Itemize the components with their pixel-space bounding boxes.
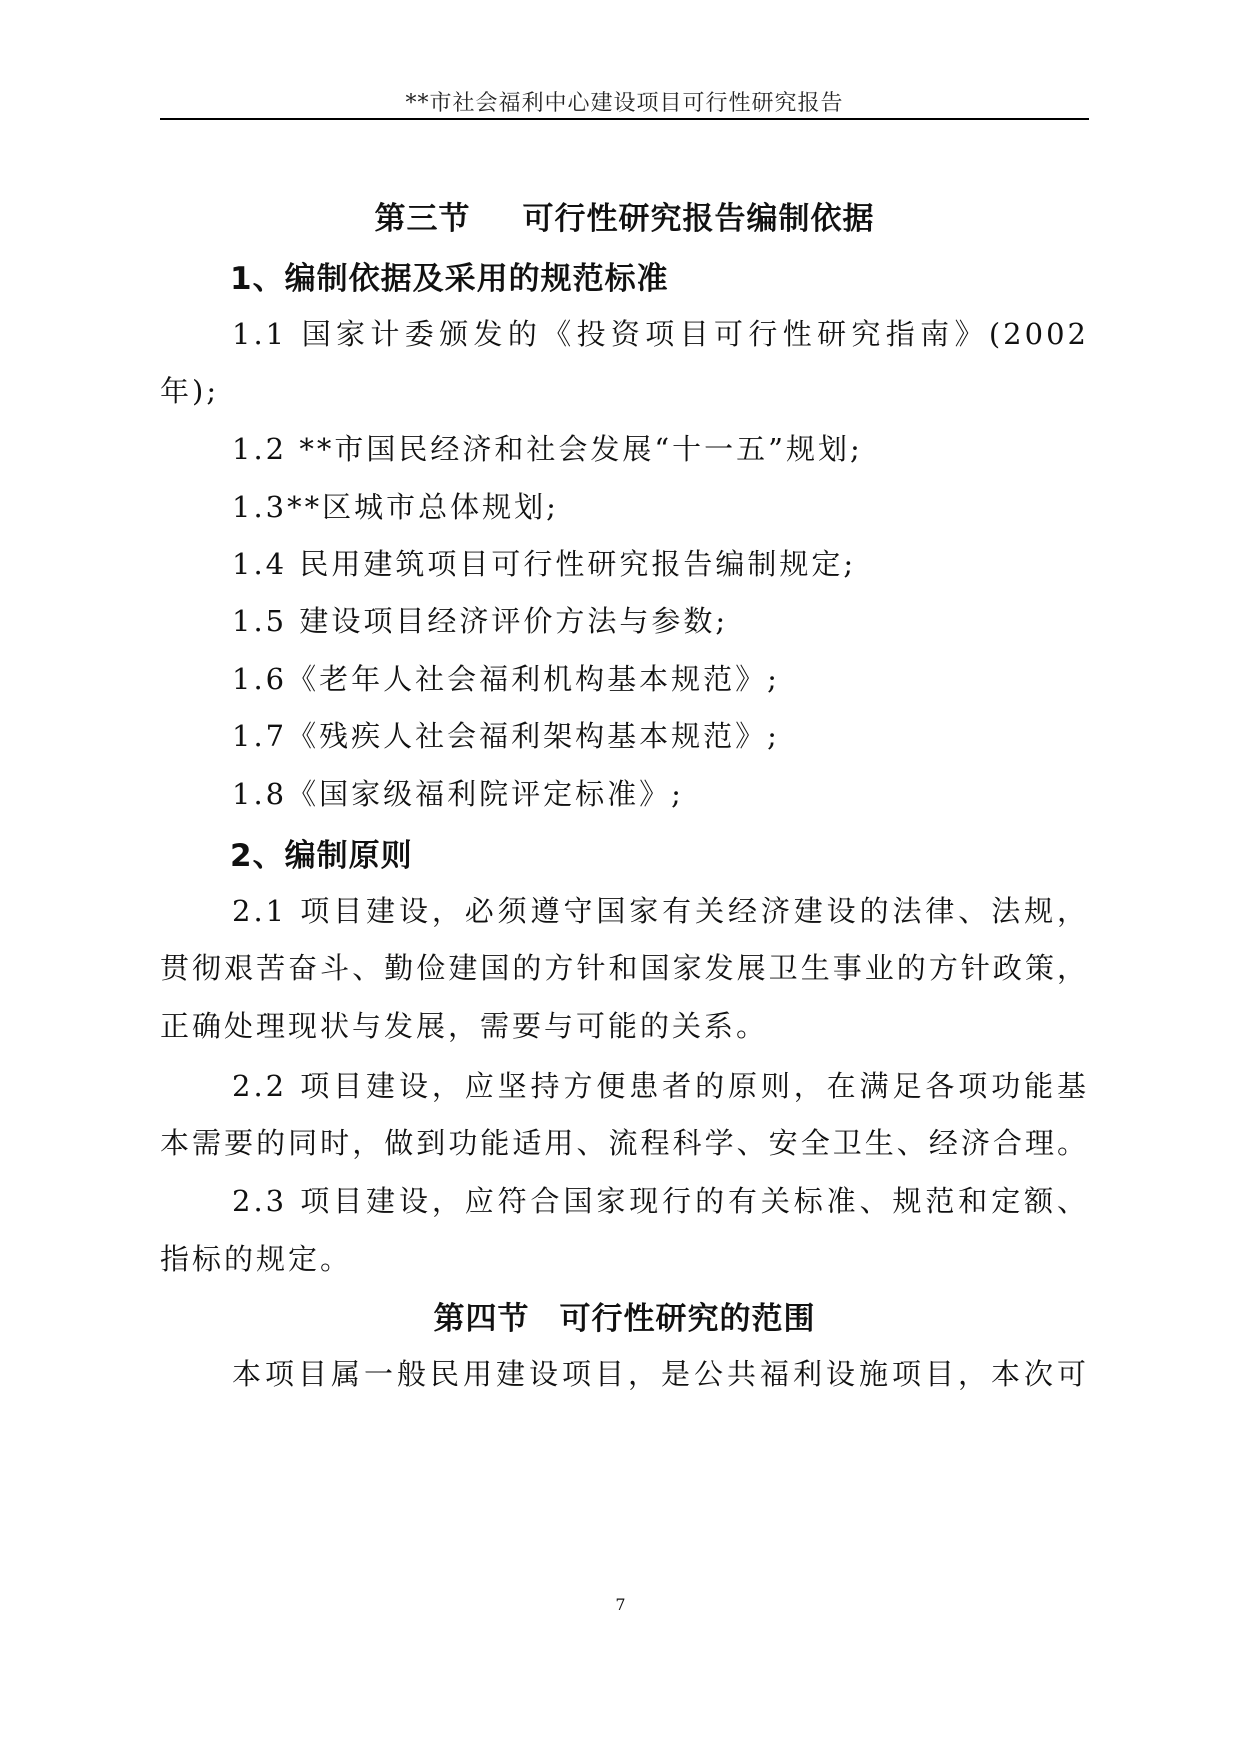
- list-item: 1.2 **市国民经济和社会发展“十一五”规划;: [232, 432, 863, 466]
- list-item: 1.4 民用建筑项目可行性研究报告编制规定;: [232, 547, 857, 581]
- section-4-title: [160, 1293, 1089, 1338]
- paragraph-line: 指标的规定。: [160, 1242, 353, 1276]
- list-item: 1.7《残疾人社会福利架构基本规范》;: [232, 719, 780, 753]
- paragraph-line: 2.1 项目建设，必须遵守国家有关经济建设的法律、法规，: [232, 894, 1089, 928]
- section-4-number: 第四节: [433, 1301, 530, 1337]
- running-header: **市社会福利中心建设项目可行性研究报告: [405, 91, 844, 116]
- section-3-number: 第三节: [374, 201, 471, 237]
- header-rule: [160, 118, 1089, 120]
- paragraph-line: 本需要的同时，做到功能适用、流程科学、安全卫生、经济合理。: [160, 1126, 1089, 1160]
- list-item: 1.8《国家级福利院评定标准》;: [232, 777, 684, 811]
- paragraph-line: 2.2 项目建设，应坚持方便患者的原则，在满足各项功能基: [232, 1069, 1089, 1103]
- paragraph-line: 正确处理现状与发展，需要与可能的关系。: [160, 1009, 769, 1043]
- paragraph-line: 贯彻艰苦奋斗、勤俭建国的方针和国家发展卫生事业的方针政策，: [160, 951, 1089, 985]
- section-3-heading: 可行性研究报告编制依据: [522, 201, 875, 237]
- section-3-title: [160, 193, 1089, 238]
- subheading-principles: 2、编制原则: [230, 838, 413, 874]
- paragraph-line: 本项目属一般民用建设项目，是公共福利设施项目，本次可: [232, 1357, 1089, 1391]
- page-number: 7: [615, 1595, 626, 1614]
- list-item: 1.6《老年人社会福利机构基本规范》;: [232, 662, 780, 696]
- list-item: 1.5 建设项目经济评价方法与参数;: [232, 604, 729, 638]
- list-item: 1.1 国家计委颁发的《投资项目可行性研究指南》(2002: [232, 317, 1089, 351]
- paragraph-line: 2.3 项目建设，应符合国家现行的有关标准、规范和定额、: [232, 1184, 1089, 1218]
- subheading-basis: 1、编制依据及采用的规范标准: [230, 261, 669, 297]
- section-4-heading: 可行性研究的范围: [559, 1301, 816, 1337]
- list-item-continuation: 年);: [160, 374, 220, 408]
- list-item: 1.3**区城市总体规划;: [232, 490, 559, 524]
